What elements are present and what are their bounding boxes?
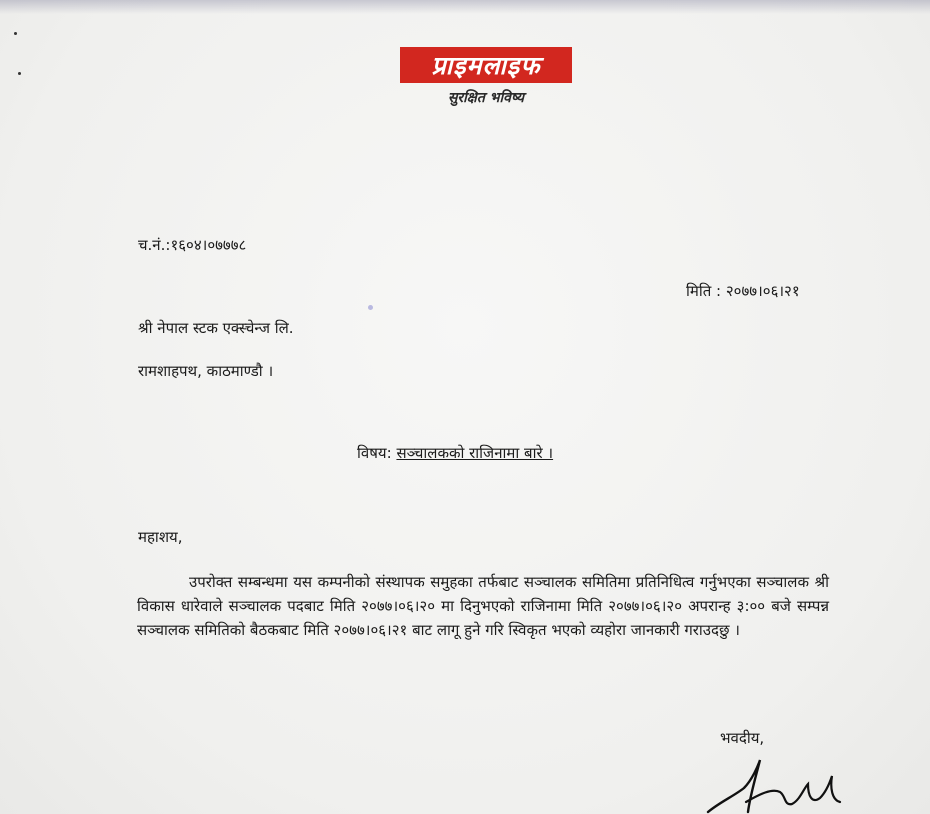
scan-speck (368, 305, 373, 310)
scan-edge-shadow (0, 0, 930, 14)
letter-body: उपरोक्त सम्बन्धमा यस कम्पनीको संस्थापक समुहका तर्फबाट सञ्चालक समितिमा प्रतिनिधित्व गर्नुभएका सञ्चालक श्री विकास धारेवाले सञ्चालक पदबाट मिति २०७७।०६।२० मा दिनुभएको राजिनामा मिति २०७७।०६।२० अपरान्ह ३:०० बजे सम्पन्न सञ्चालक समितिको बैठकबाट मिति २०७७।०६।२१ बाट लागू हुने गरि स्विकृत भएको व्यहोरा जानकारी गराउदछु । (137, 573, 829, 639)
closing: भवदीय, (720, 729, 765, 747)
handwritten-signature (700, 752, 860, 814)
reference-number: च.नं.:१६०४।०७७७८ (138, 236, 247, 254)
salutation: महाशय, (138, 528, 183, 546)
scan-speck (18, 72, 21, 75)
subject-text: सञ्चालकको राजिनामा बारे । (396, 444, 554, 462)
subject-line (357, 443, 553, 463)
letter-date: मिति : २०७७।०६।२१ (686, 282, 800, 300)
subject-label: विषय: (357, 444, 392, 462)
scan-speck (14, 32, 17, 35)
logo-tagline: सुरक्षित भविष्य (447, 90, 525, 106)
company-logo (400, 47, 572, 83)
logo-text: प्राइमलाइफ (431, 51, 541, 80)
recipient-name: श्री नेपाल स्टक एक्स्चेन्ज लि. (138, 319, 294, 337)
recipient-address: रामशाहपथ, काठमाण्डौ । (138, 362, 274, 380)
